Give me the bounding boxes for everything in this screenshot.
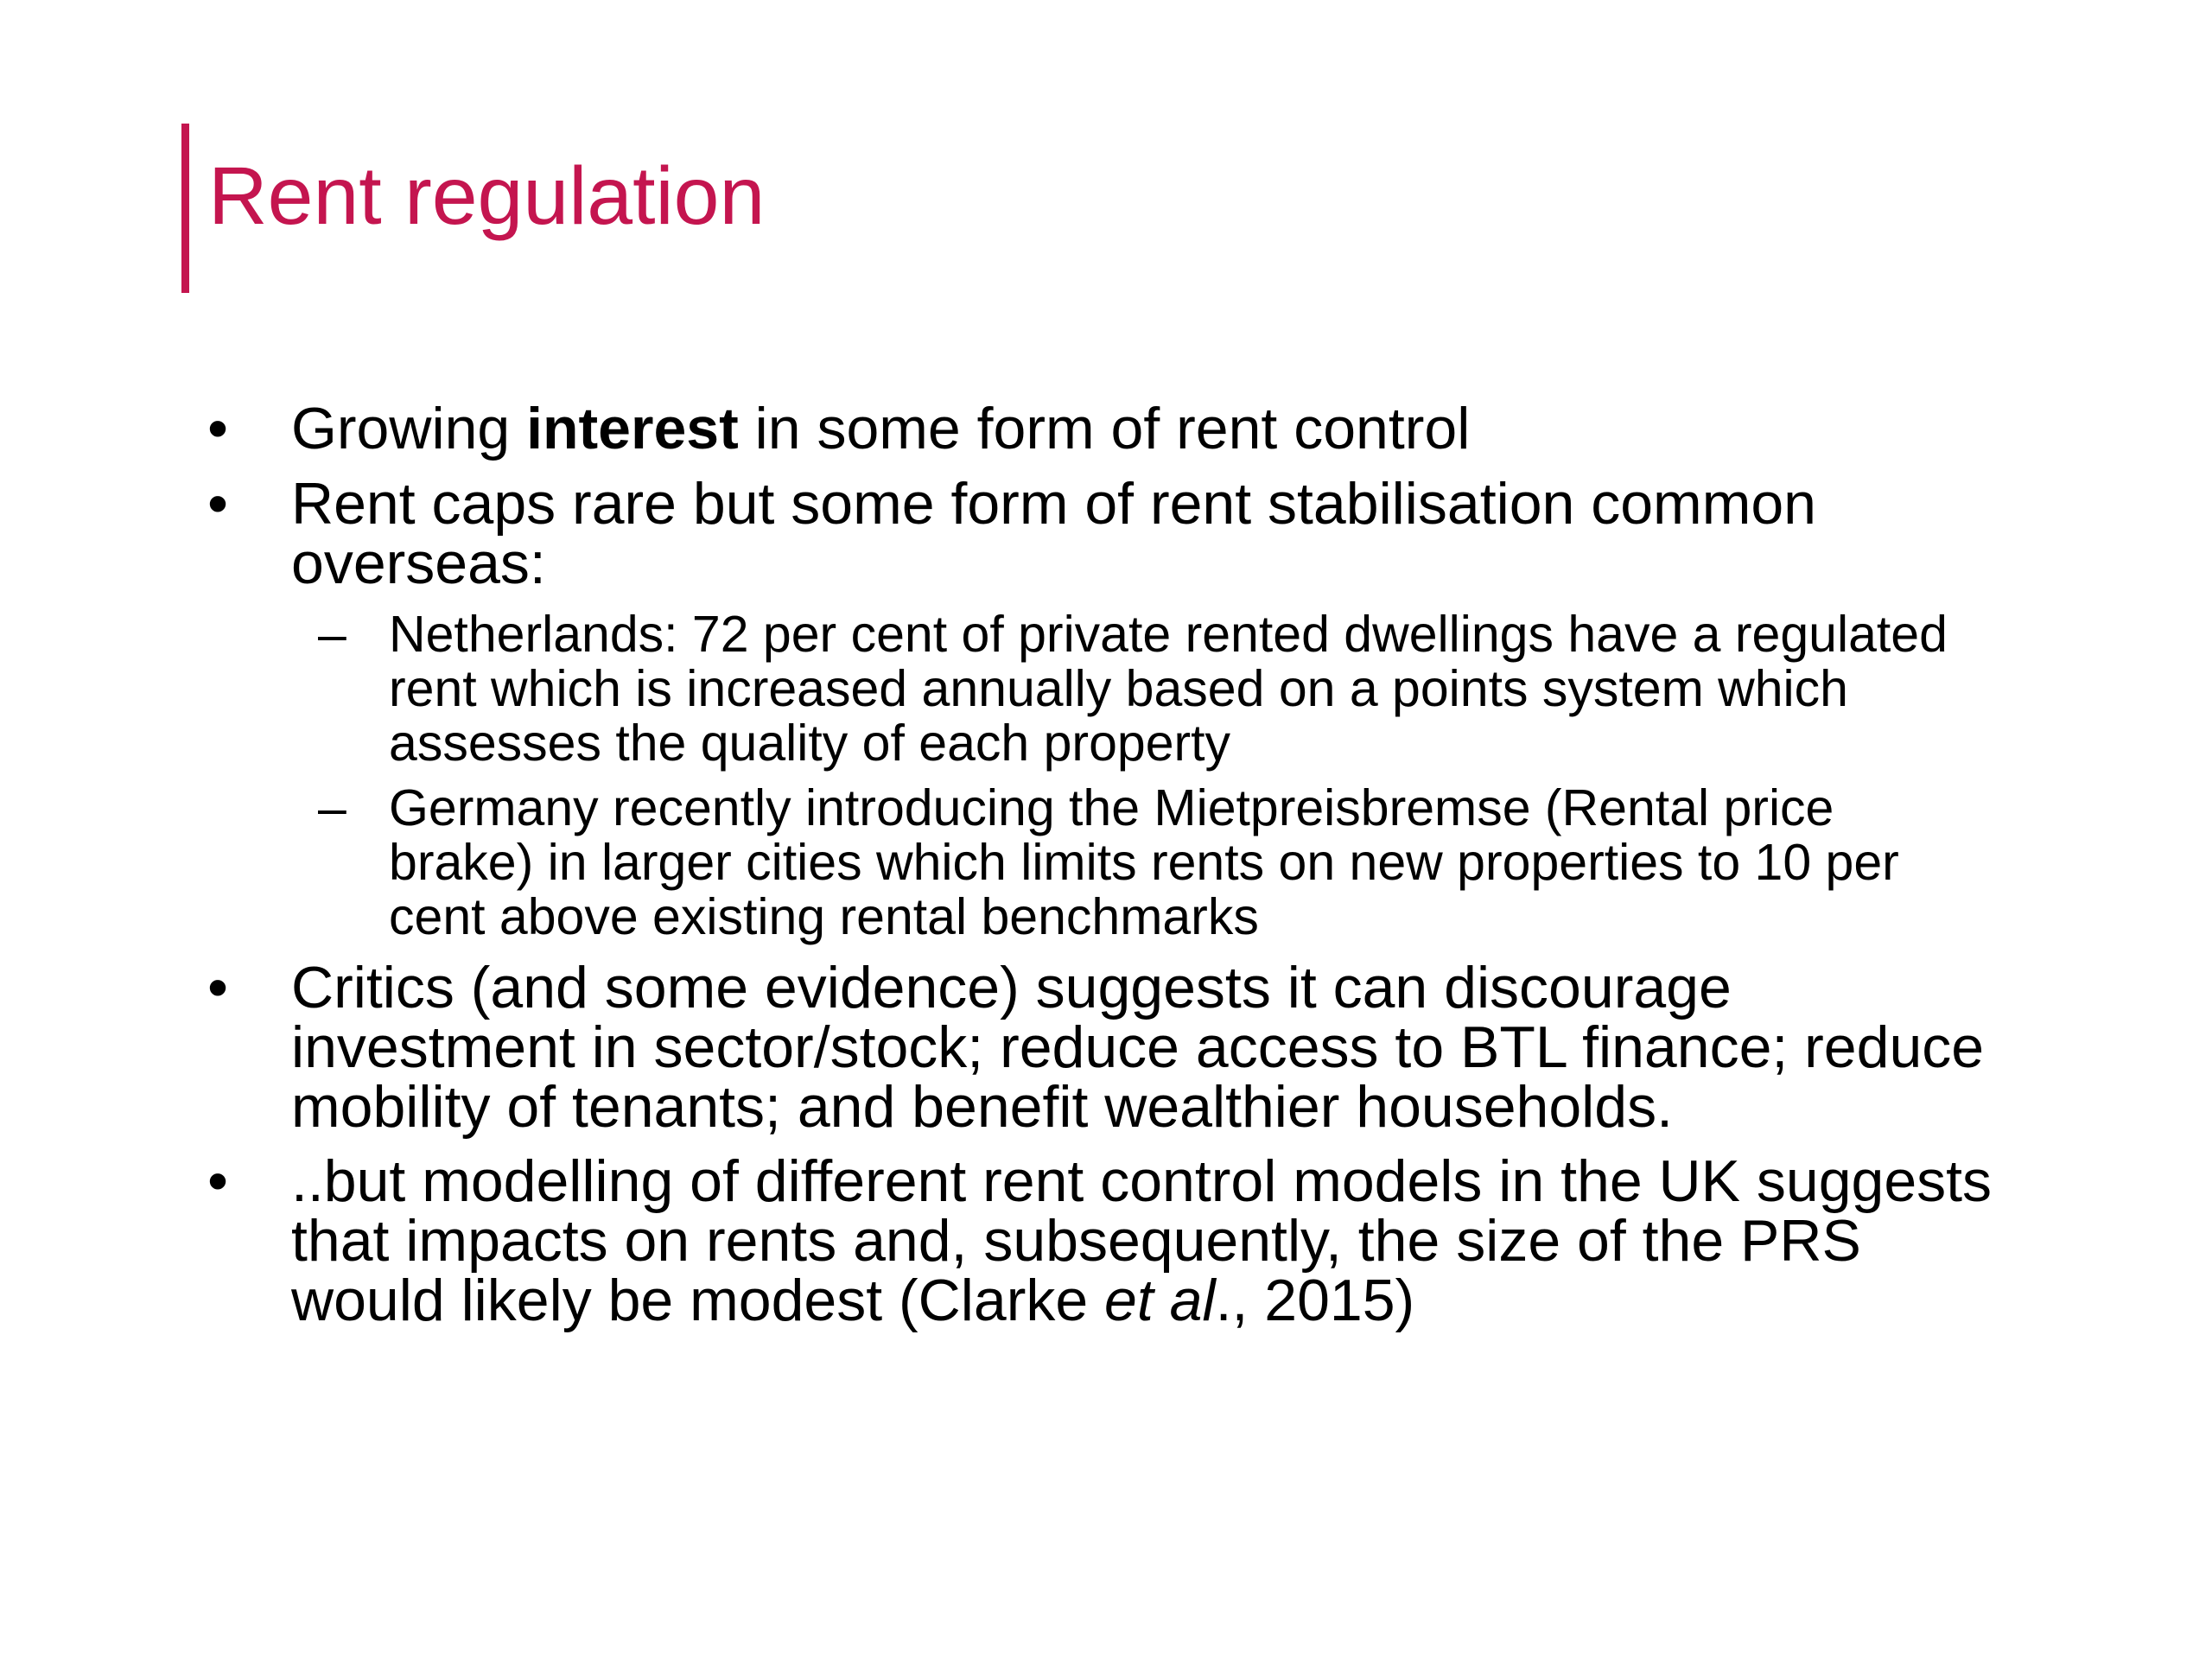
sub-item-netherlands xyxy=(318,606,2117,772)
bullet-marker: • xyxy=(207,471,228,537)
bullet-4-line-2: that impacts on rents and, subsequently, the size of the PRS xyxy=(291,1208,1861,1274)
bullet-item-1 xyxy=(207,396,2123,461)
slide-title: Rent regulation xyxy=(208,150,766,242)
bullet-item-3 xyxy=(207,955,2123,1140)
sub-2-line-1: Germany recently introducing the Mietpreisbremse (Rental price xyxy=(389,779,1834,836)
bullet-2-line-1: Rent caps rare but some form of rent stabilisation common xyxy=(291,471,1816,537)
bullet-marker: • xyxy=(207,1148,228,1214)
bullet-3-line-2: investment in sector/stock; reduce access to BTL finance; reduce xyxy=(291,1014,1985,1080)
bullet-marker: • xyxy=(207,396,228,461)
sub-1-line-1: Netherlands: 72 per cent of private rented dwellings have a regulated xyxy=(389,606,1948,663)
sub-item-germany xyxy=(318,779,2117,945)
bullet-marker: • xyxy=(207,955,228,1020)
bullet-4-line-3: would likely be modest (Clarke et al., 2015) xyxy=(291,1268,1415,1333)
bullet-2-line-2: overseas: xyxy=(291,531,546,596)
bold-keyword: interest xyxy=(526,396,739,461)
sub-1-line-3: assesses the quality of each property xyxy=(389,715,1231,772)
sub-1-line-2: rent which is increased annually based on a points system which xyxy=(389,660,1848,717)
bullet-1-line-1: Growing interest in some form of rent control xyxy=(291,396,1471,461)
italic-citation: et al xyxy=(1104,1268,1216,1333)
dash-marker: – xyxy=(318,606,346,663)
title-accent-bar xyxy=(181,124,189,293)
dash-marker: – xyxy=(318,779,346,836)
sub-2-line-2: brake) in larger cities which limits rents on new properties to 10 per xyxy=(389,834,1899,891)
bullet-item-2 xyxy=(207,471,2123,596)
bullet-item-4 xyxy=(207,1148,2123,1333)
sub-2-line-3: cent above existing rental benchmarks xyxy=(389,888,1259,945)
bullet-3-line-3: mobility of tenants; and benefit wealthier households. xyxy=(291,1074,1673,1140)
bullet-3-line-1: Critics (and some evidence) suggests it can discourage xyxy=(291,955,1732,1020)
bullet-4-line-1: ..but modelling of different rent control models in the UK suggests xyxy=(291,1148,1993,1214)
